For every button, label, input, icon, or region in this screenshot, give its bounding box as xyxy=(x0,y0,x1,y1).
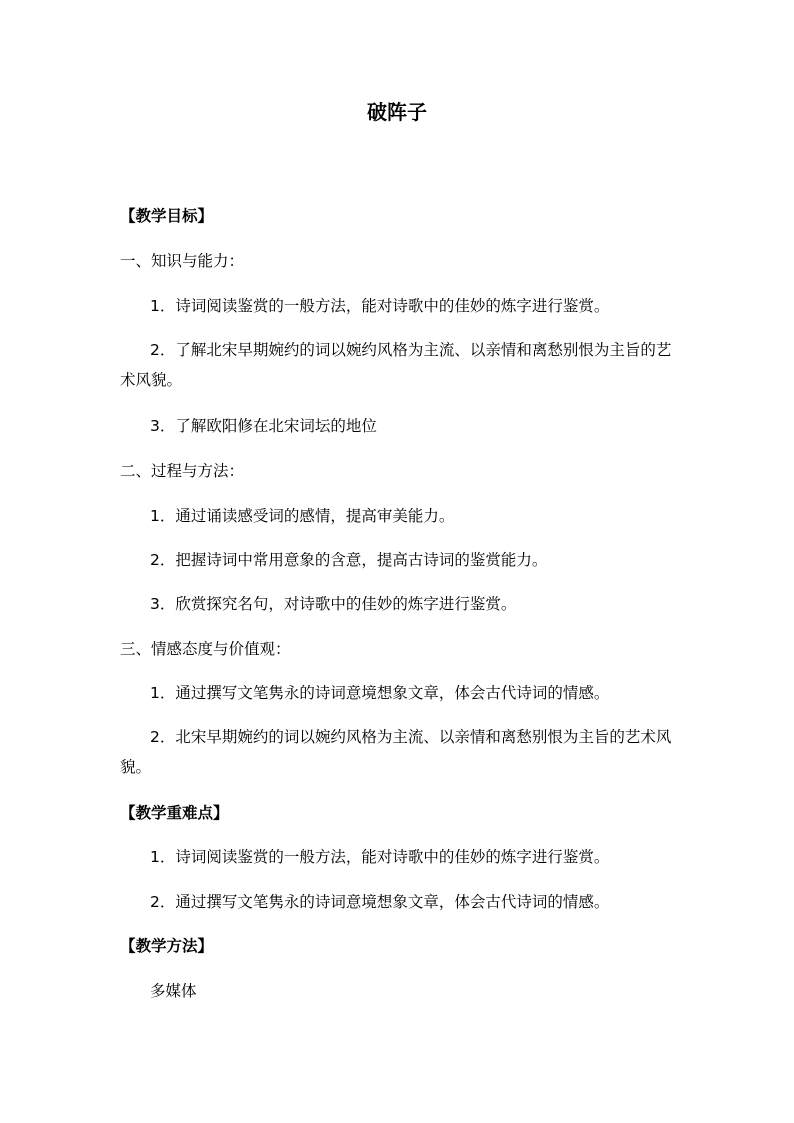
part1-heading: 一、知识与能力： xyxy=(120,252,245,270)
part1-item-2: 2．了解北宋早期婉约的词以婉约风格为主流、以亲情和离愁别恨为主旨的艺术风貌。 xyxy=(120,341,672,389)
goals-heading: 【教学目标】 xyxy=(120,207,214,225)
part3-item-2: 2．北宋早期婉约的词以婉约风格为主流、以亲情和离愁别恨为主旨的艺术风貌。 xyxy=(120,728,672,776)
key-points-item-1: 1．诗词阅读鉴赏的一般方法，能对诗歌中的佳妙的炼字进行鉴赏。 xyxy=(150,848,610,866)
methods-text: 多媒体 xyxy=(150,982,197,1000)
key-points-heading: 【教学重难点】 xyxy=(120,804,229,822)
part3-item-1: 1．通过撰写文笔隽永的诗词意境想象文章，体会古代诗词的情感。 xyxy=(150,684,610,702)
part1-item-3: 3．了解欧阳修在北宋词坛的地位 xyxy=(150,417,377,435)
part2-item-3: 3．欣赏探究名句，对诗歌中的佳妙的炼字进行鉴赏。 xyxy=(150,595,517,613)
key-points-item-2: 2．通过撰写文笔隽永的诗词意境想象文章，体会古代诗词的情感。 xyxy=(150,893,610,911)
part1-item-1: 1．诗词阅读鉴赏的一般方法，能对诗歌中的佳妙的炼字进行鉴赏。 xyxy=(150,297,610,315)
part2-item-1: 1．通过诵读感受词的感情，提高审美能力。 xyxy=(150,507,455,525)
part3-heading: 三、情感态度与价值观： xyxy=(120,640,291,658)
part2-item-2: 2．把握诗词中常用意象的含意，提高古诗词的鉴赏能力。 xyxy=(150,551,548,569)
part2-heading: 二、过程与方法： xyxy=(120,462,245,480)
methods-heading: 【教学方法】 xyxy=(120,937,214,955)
document-title: 破阵子 xyxy=(367,100,427,124)
